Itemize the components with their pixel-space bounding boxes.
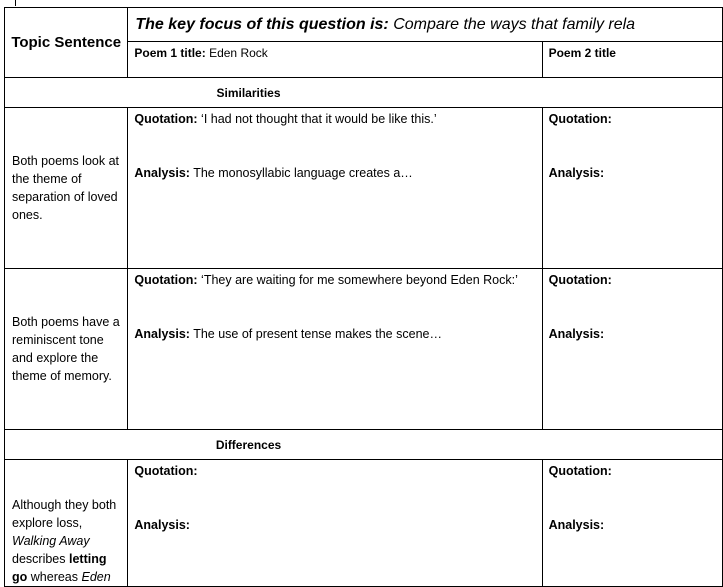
poem1-cell[interactable] xyxy=(128,108,542,269)
analysis-label: Analysis: xyxy=(134,166,190,180)
analysis-line xyxy=(549,518,605,532)
quotation-text: ‘I had not thought that it would be like this.’ xyxy=(201,112,437,126)
table-row xyxy=(5,108,723,269)
poem1-title-cell[interactable] xyxy=(128,42,542,78)
question-focus xyxy=(128,8,723,42)
analysis-line xyxy=(549,327,605,341)
table-row xyxy=(5,460,723,587)
quotation-line xyxy=(549,112,722,166)
poem1-title-label: Poem 1 title: xyxy=(134,46,206,60)
topic-sentence-heading: Topic Sentence xyxy=(5,8,128,78)
quotation-label: Quotation: xyxy=(548,112,612,126)
top-edge-mark xyxy=(15,0,16,6)
analysis-label: Analysis: xyxy=(134,518,190,532)
poem-name: Walking Away xyxy=(12,534,90,548)
quotation-text: ‘They are waiting for me somewhere beyond Eden Rock:’ xyxy=(201,273,518,287)
analysis-text: The monosyllabic language creates a… xyxy=(193,166,413,180)
similarities-heading: Similarities xyxy=(5,78,723,108)
poem1-title: Eden Rock xyxy=(209,46,268,60)
poem1-cell[interactable] xyxy=(128,460,542,587)
quotation-label: Quotation: xyxy=(134,464,198,478)
analysis-label: Analysis: xyxy=(134,327,190,341)
poem2-cell[interactable] xyxy=(542,460,722,587)
quotation-line xyxy=(134,112,541,166)
topic-sentence[interactable]: Both poems have a reminiscent tone and explore the theme of memory. xyxy=(5,269,128,430)
poem-name: Eden xyxy=(81,570,111,584)
analysis-label: Analysis: xyxy=(548,166,605,180)
quotation-label: Quotation: xyxy=(548,464,612,478)
analysis-text: The use of present tense makes the scene… xyxy=(193,327,442,341)
analysis-label: Analysis: xyxy=(548,327,605,341)
analysis-line xyxy=(134,518,190,532)
comparison-table xyxy=(4,7,723,587)
analysis-line xyxy=(134,327,442,341)
quotation-label: Quotation: xyxy=(134,273,198,287)
analysis-label: Analysis: xyxy=(548,518,605,532)
quotation-line xyxy=(134,464,541,518)
focus-text: Compare the ways that family rela xyxy=(393,15,636,33)
emphasis-text: letting go xyxy=(12,552,107,584)
poem1-cell[interactable] xyxy=(128,269,542,430)
topic-text: whereas xyxy=(30,570,79,584)
poem2-cell[interactable] xyxy=(542,269,722,430)
topic-text: Although they both explore loss, xyxy=(12,498,117,530)
poem2-title-label: Poem 2 title xyxy=(548,46,616,60)
topic-sentence[interactable] xyxy=(5,460,128,587)
topic-text: describes xyxy=(12,552,66,566)
focus-lead: The key focus of this question is: xyxy=(135,15,389,33)
quotation-line xyxy=(134,273,541,327)
analysis-line xyxy=(549,166,605,180)
poem2-title-cell[interactable] xyxy=(542,42,722,78)
poem2-cell[interactable] xyxy=(542,108,722,269)
quotation-label: Quotation: xyxy=(134,112,198,126)
analysis-line xyxy=(134,166,412,180)
quotation-line xyxy=(549,464,722,518)
quotation-label: Quotation: xyxy=(548,273,612,287)
differences-heading: Differences xyxy=(5,430,723,460)
topic-sentence[interactable]: Both poems look at the theme of separation of loved ones. xyxy=(5,108,128,269)
table-row xyxy=(5,269,723,430)
quotation-line xyxy=(549,273,722,327)
